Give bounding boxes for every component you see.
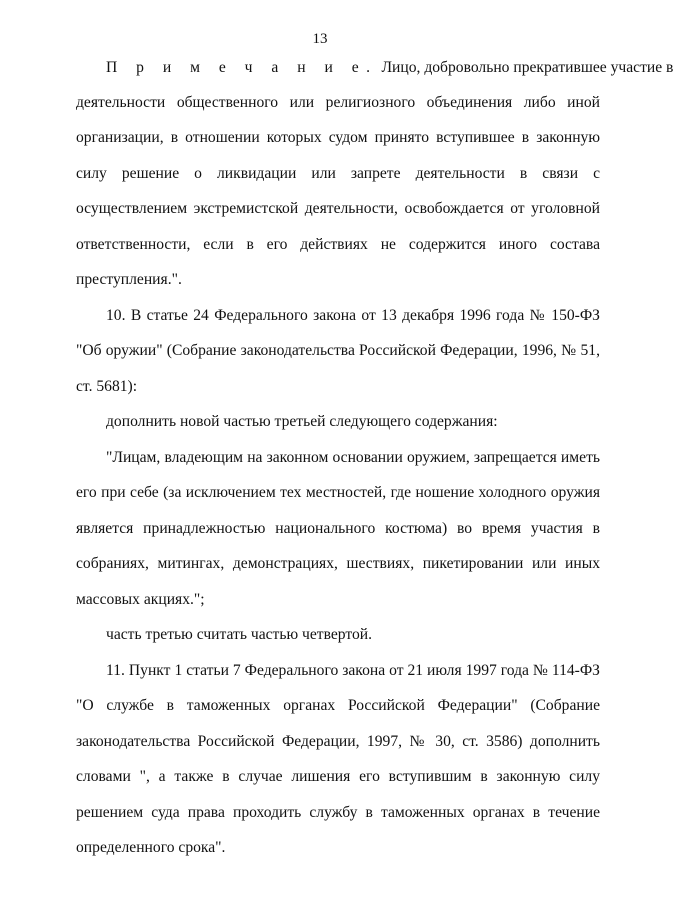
page-number: 13: [312, 31, 328, 47]
note-label: П р и м е ч а н и е.: [106, 59, 378, 76]
item-10-line-7: является принадлежностью национального костюма) во время участия в: [76, 520, 600, 537]
note-line-4: силу решение о ликвидации или запрете деятельности в связи с: [76, 165, 600, 182]
item-10-line-10: часть третью считать частью четвертой.: [106, 626, 373, 643]
note-line-7: преступления.".: [76, 271, 182, 288]
note-line-5: осуществлением экстремистской деятельности, освобождается от уголовной: [76, 200, 600, 217]
item-11-line-4: словами ", а также в случае лишения его вступившим в законную силу: [76, 768, 600, 785]
note-line-1-text: Лицо, добровольно прекратившее участие в: [377, 59, 673, 76]
note-line-6: ответственности, если в его действиях не содержится иного состава: [76, 236, 600, 253]
item-10-line-8: собраниях, митингах, демонстрациях, шествиях, пикетировании или иных: [76, 555, 600, 572]
item-10-line-6: его при себе (за исключением тех местностей, где ношение холодного оружия: [76, 484, 600, 501]
item-11-line-5: решением суда права проходить службу в таможенных органах в течение: [76, 804, 600, 821]
item-10-line-2: "Об оружии" (Собрание законодательства Российской Федерации, 1996, № 51,: [76, 342, 600, 359]
item-11-line-2: "О службе в таможенных органах Российской Федерации" (Собрание: [76, 697, 600, 714]
item-10-line-3: ст. 5681):: [76, 378, 138, 395]
item-10-line-9: массовых акциях.";: [76, 591, 205, 608]
item-10-line-5: "Лицам, владеющим на законном основании оружием, запрещается иметь: [106, 449, 600, 466]
note-line-1: [106, 58, 673, 78]
note-line-2: деятельности общественного или религиозного объединения либо иной: [76, 94, 600, 111]
item-10-line-1: 10. В статье 24 Федерального закона от 13 декабря 1996 года № 150-ФЗ: [106, 307, 600, 324]
item-10-line-4: дополнить новой частью третьей следующего содержания:: [106, 413, 498, 430]
item-11-line-1: 11. Пункт 1 статьи 7 Федерального закона от 21 июля 1997 года № 114-ФЗ: [106, 662, 600, 679]
item-11-line-6: определенного срока".: [76, 839, 226, 856]
note-line-3: организации, в отношении которых судом принято вступившее в законную: [76, 129, 600, 146]
item-11-line-3: законодательства Российской Федерации, 1997, № 30, ст. 3586) дополнить: [76, 733, 600, 750]
